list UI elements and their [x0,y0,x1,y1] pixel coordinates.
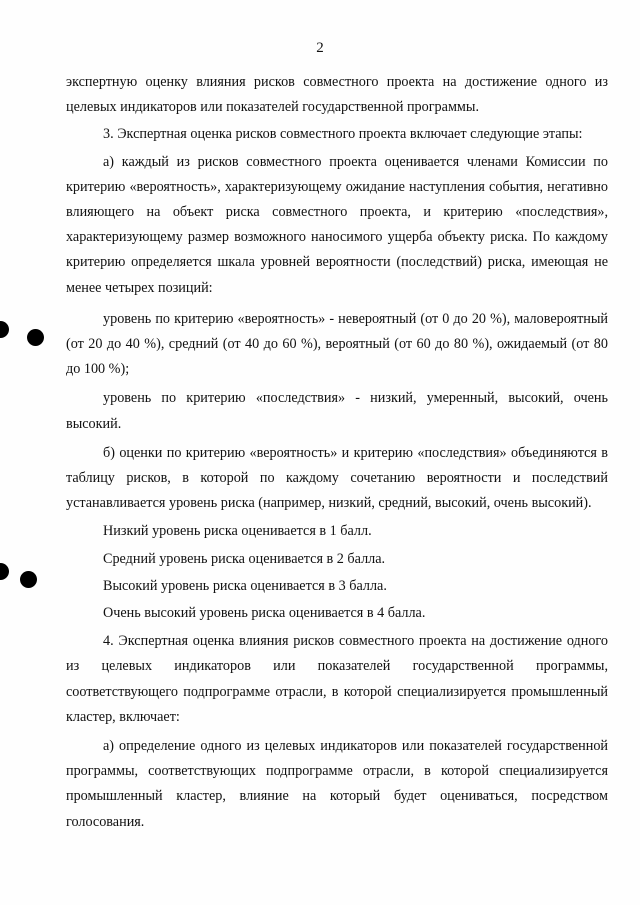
paragraph: Низкий уровень риска оценивается в 1 балл. [103,523,372,540]
document-body [66,70,608,835]
punch-hole-mark [0,321,9,338]
paragraph: а) определение одного из целевых индикаторов или показателей государственной программы, соответствующих подпрограмме отрасли, в которой специализируется промышленный кластер, влияние на который будет оцениваться, посредством голосования. [66,738,608,830]
paragraph: Очень высокий уровень риска оценивается в 4 балла. [103,605,426,622]
paragraph: уровень по критерию «последствия» - низкий, умеренный, высокий, очень высокий. [66,390,608,432]
paragraph: Высокий уровень риска оценивается в 3 балла. [103,577,387,594]
page-number: 2 [316,40,324,56]
paragraph: а) каждый из рисков совместного проекта оценивается членами Комиссии по критерию «вероятность», характеризующему ожидание наступления события, негативно влияющего на объект риска совместного проекта, и критерию «последствия», характеризующему размер возможного наносимого ущерба объекту риска. По каждому критерию определяется шкала уровней вероятности (последствий) риска, имеющая не менее четырех позиций: [66,153,608,296]
paragraph: 4. Экспертная оценка влияния рисков совместного проекта на достижение одного из целевых индикаторов или показателей государственной программы, соответствующего подпрограмме отрасли, в которой специализируется промышленный кластер, включает: [66,633,608,725]
paragraph: Средний уровень риска оценивается в 2 балла. [103,550,386,567]
punch-hole-mark [0,563,9,580]
punch-hole-mark [20,571,37,588]
paragraph: экспертную оценку влияния рисков совместного проекта на достижение одного из целевых индикаторов или показателей государственной программы. [66,74,608,116]
punch-hole-mark [27,329,44,346]
paragraph: 3. Экспертная оценка рисков совместного проекта включает следующие этапы: [103,126,583,143]
paragraph: уровень по критерию «вероятность» - невероятный (от 0 до 20 %), маловероятный (от 20 до 40 %), средний (от 40 до 60 %), вероятный (от 60 до 80 %), ожидаемый (от 80 до 100 %); [66,310,608,378]
paragraph: б) оценки по критерию «вероятность» и критерию «последствия» объединяются в таблицу рисков, в которой по каждому сочетанию вероятности и последствий устанавливается уровень риска (например, низкий, средний, высокий, очень высокий). [66,444,608,512]
